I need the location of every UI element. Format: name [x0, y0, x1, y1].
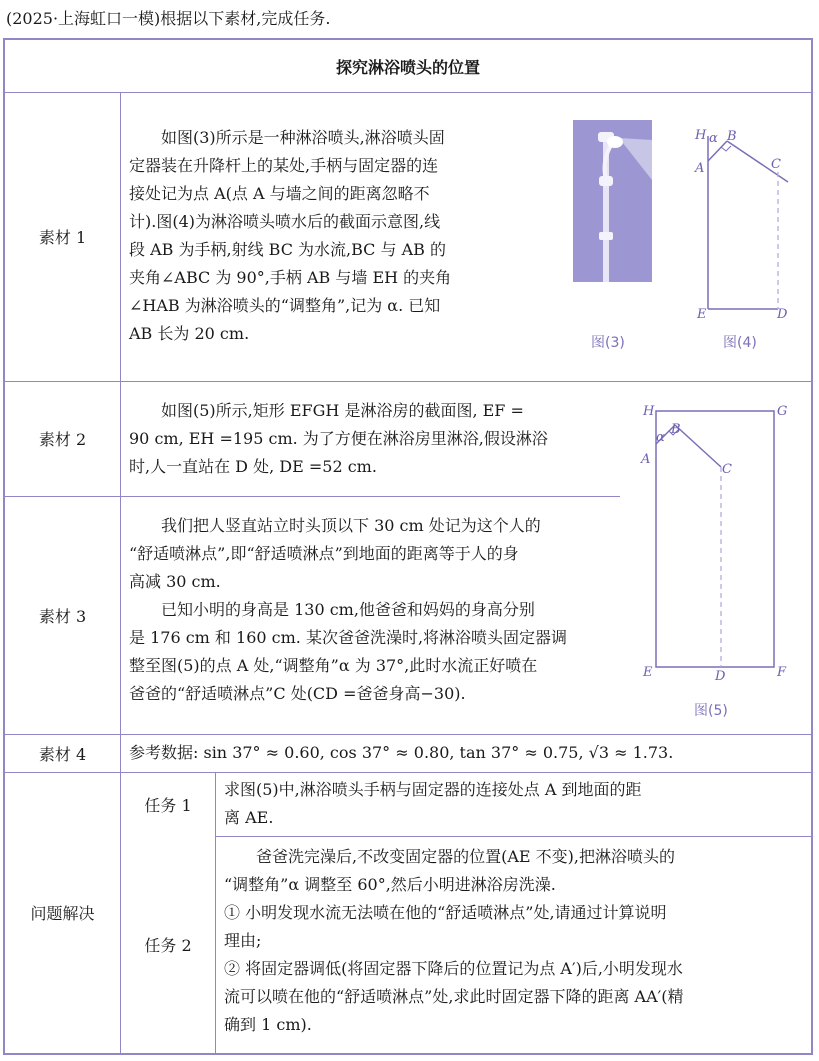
bottom-bracket: [599, 232, 613, 240]
material-3-label: 素材 3: [38, 606, 87, 626]
water-bc: [675, 425, 721, 467]
divider: [5, 92, 811, 93]
text-line: 高减 30 cm.: [129, 572, 221, 591]
text-line: ∠HAB 为淋浴喷头的“调整角”,记为 α. 已知: [129, 296, 441, 315]
shower-photo: [573, 120, 652, 282]
text-line: 夹角∠ABC 为 90°,手柄 AB 与墙 EH 的夹角: [129, 268, 452, 287]
text-line: 确到 1 cm).: [224, 1015, 312, 1034]
text-line: 90 cm, EH =195 cm. 为了方便在淋浴房里淋浴,假设淋浴: [129, 429, 548, 448]
text-line: 段 AB 为手柄,射线 BC 为水流,BC 与 AB 的: [129, 240, 446, 259]
label-g: G: [777, 404, 788, 419]
task-2-text: [224, 843, 804, 1039]
text-line: AB 长为 20 cm.: [129, 324, 250, 343]
text-line: 已知小明的身高是 130 cm,他爸爸和妈妈的身高分别: [161, 600, 535, 619]
task-1-label: 任务 1: [144, 795, 192, 815]
text-line: 流可以喷在他的“舒适喷淋点”处,求此时固定器下降的距离 AA′(精: [224, 987, 684, 1006]
text-line: 计).图(4)为淋浴喷头喷水后的截面示意图,线: [129, 212, 441, 231]
text-line: 定器装在升降杆上的某处,手柄与固定器的连: [129, 156, 439, 175]
figure-3-caption: 图(3): [591, 335, 625, 351]
material-1-label: 素材 1: [38, 228, 87, 247]
text-line: 时,人一直站在 D 处, DE =52 cm.: [129, 457, 377, 476]
label-d: D: [777, 307, 788, 322]
material-4-label: 素材 4: [38, 744, 87, 764]
text-line: 我们把人竖直站立时头顶以下 30 cm 处记为这个人的: [161, 516, 541, 535]
divider: [5, 734, 811, 735]
label-d: D: [715, 669, 726, 684]
problem-solving-label: 问题解决: [30, 904, 95, 923]
shower-head: [607, 136, 623, 148]
task-1-text: [224, 776, 804, 832]
text-line: 求图(5)中,淋浴喷头手柄与固定器的连接处点 A 到地面的距: [224, 780, 642, 799]
label-alpha: α: [656, 430, 665, 445]
label-b: B: [671, 422, 681, 437]
text-line: “调整角”α 调整至 60°,然后小明进淋浴房洗澡.: [224, 875, 556, 894]
label-c: C: [771, 157, 781, 172]
text-line: 爸爸洗完澡后,不改变固定器的位置(AE 不变),把淋浴喷头的: [256, 847, 675, 866]
label-c: C: [722, 462, 732, 477]
text-line: 爸爸的“舒适喷淋点”C 处(CD =爸爸身高−30).: [129, 684, 466, 703]
table-title: 探究淋浴喷头的位置: [335, 57, 480, 77]
label-a: A: [695, 161, 705, 176]
label-b: B: [727, 129, 737, 144]
text-line: 如图(3)所示是一种淋浴喷头,淋浴喷头固: [161, 128, 445, 147]
text-line: ① 小明发现水流无法喷在他的“舒适喷淋点”处,请通过计算说明: [224, 903, 667, 922]
text-line: 是 176 cm 和 160 cm. 某次爸爸洗澡时,将淋浴喷头固定器调: [129, 628, 568, 647]
shower-room-efgh: [656, 411, 774, 667]
text-line: 理由;: [224, 931, 262, 950]
shower-illustration: [573, 120, 652, 282]
text-line: 如图(5)所示,矩形 EFGH 是淋浴房的截面图, EF =: [161, 401, 524, 420]
label-e: E: [643, 665, 653, 680]
label-e: E: [697, 307, 707, 322]
text-line: 离 AE.: [224, 808, 274, 827]
divider: [5, 381, 811, 382]
divider: [215, 772, 216, 1053]
problem-header: (2025·上海虹口一模)根据以下素材,完成任务.: [6, 9, 331, 28]
water-spray: [619, 138, 652, 180]
label-a: A: [641, 452, 651, 467]
label-h: H: [643, 404, 655, 419]
figure-4-caption: 图(4): [723, 335, 757, 351]
figure-4-diagram: [693, 126, 813, 326]
text-line: “舒适喷淋点”,即“舒适喷淋点”到地面的距离等于人的身: [129, 544, 519, 563]
text-line: 接处记为点 A(点 A 与墙之间的距离忽略不: [129, 184, 430, 203]
material-2-text: [129, 397, 619, 481]
material-2-label: 素材 2: [38, 430, 87, 449]
divider: [215, 836, 811, 837]
material-4-text: 参考数据: sin 37° ≈ 0.60, cos 37° ≈ 0.80, tan 37° ≈ 0.75, √3 ≈ 1.73.: [129, 743, 674, 762]
material-3-text: [129, 512, 619, 708]
figure-5-diagram: [637, 397, 807, 687]
label-f: F: [777, 665, 787, 680]
label-alpha: α: [709, 131, 718, 146]
material-1-text: [129, 124, 521, 348]
figure-5-caption: 图(5): [694, 703, 728, 719]
text-line: ② 将固定器调低(将固定器下降后的位置记为点 A′)后,小明发现水: [224, 959, 683, 978]
label-h: H: [695, 128, 707, 143]
task-2-label: 任务 2: [144, 936, 192, 955]
text-line: 整至图(5)的点 A 处,“调整角”α 为 37°,此时水流正好喷在: [129, 656, 538, 675]
